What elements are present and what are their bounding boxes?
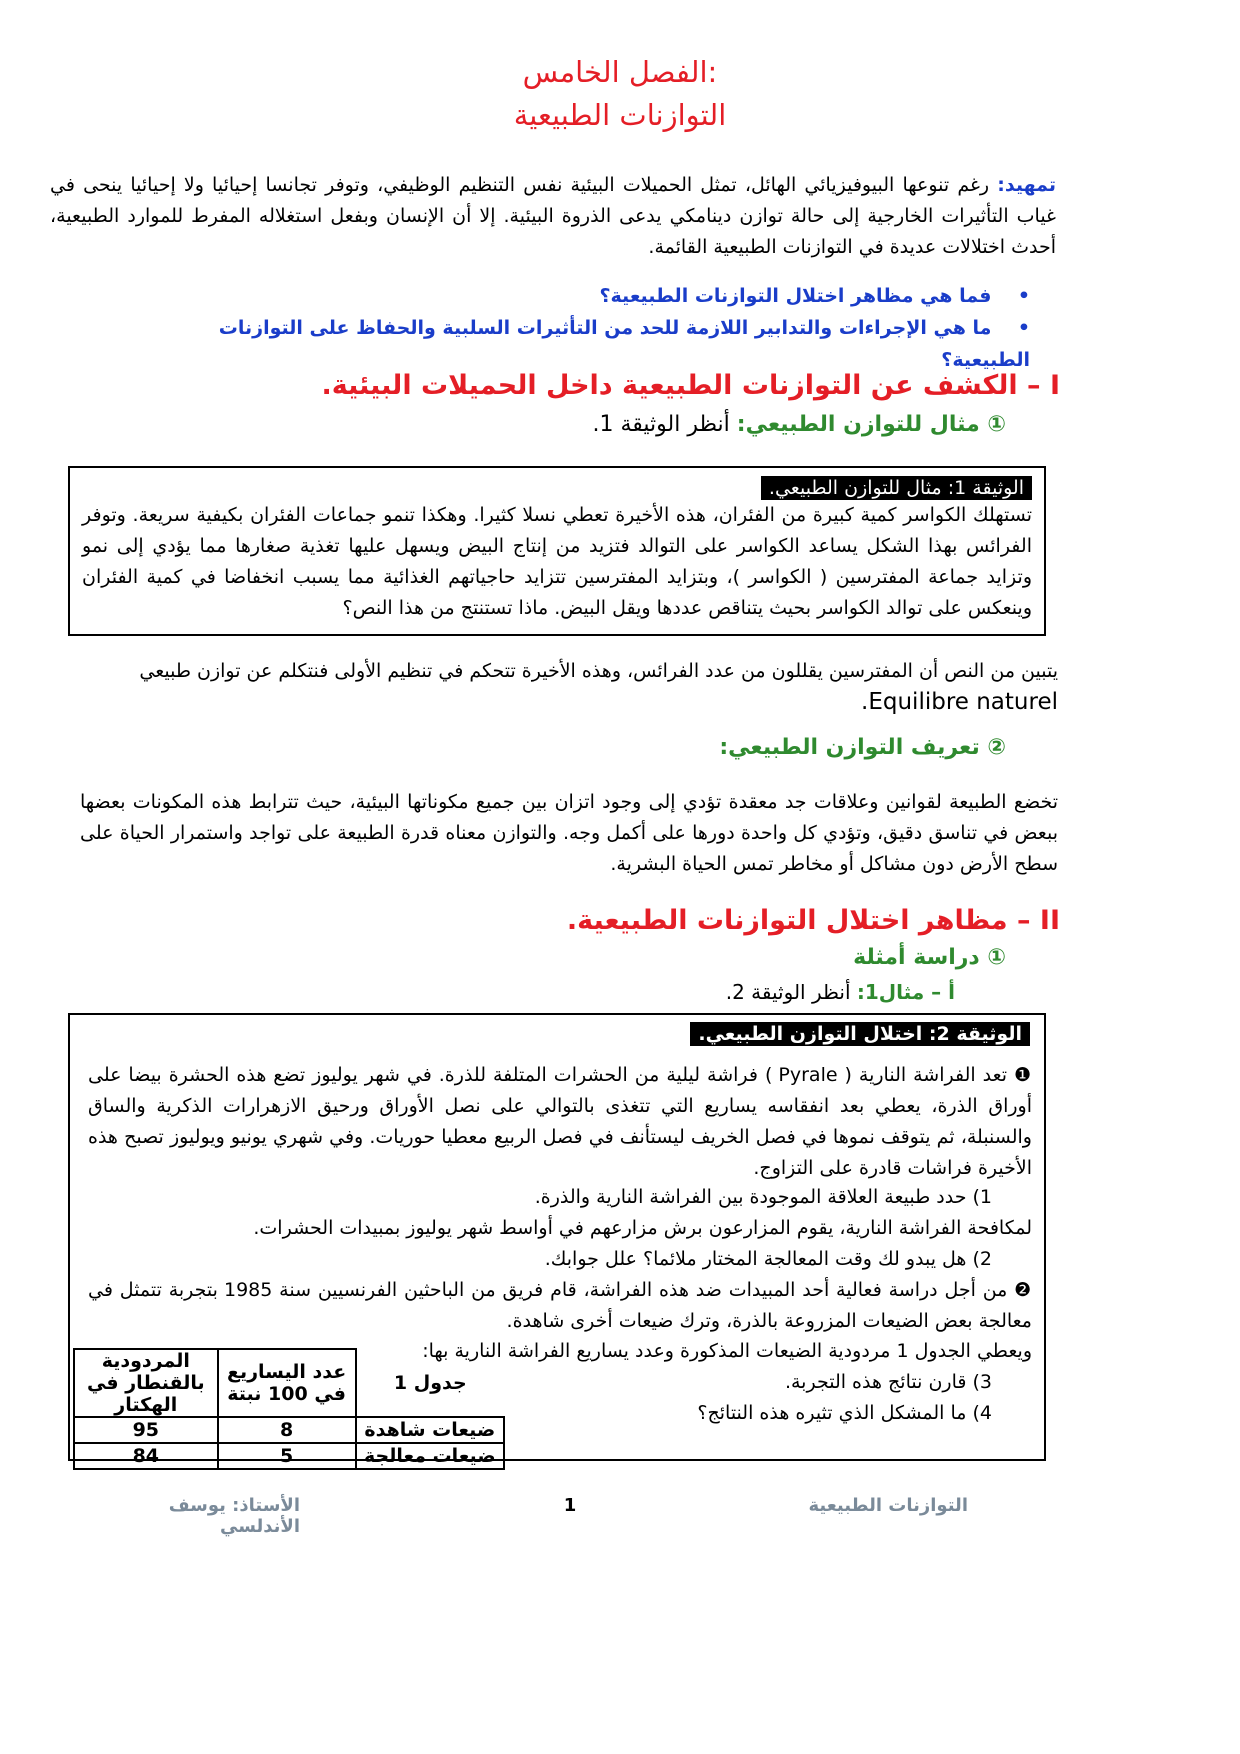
document-2-header	[80, 1022, 1030, 1046]
table-row	[74, 1443, 504, 1469]
section-2-heading: II – مظاهر اختلال التوازنات الطبيعية.	[566, 905, 1060, 936]
cell-yield: 95	[74, 1417, 218, 1443]
example-label: أ – مثال1:	[856, 980, 955, 1004]
question-1: 1) حدد طبيعة العلاقة الموجودة بين الفراشة النارية والذرة.	[534, 1186, 992, 1208]
row-label: ضيعات معالجة	[356, 1443, 504, 1469]
sub1-label: ① مثال للتوازن الطبيعي:	[736, 412, 1006, 437]
col-header-larvae: عدد اليساريع في 100 نبتة	[218, 1349, 356, 1417]
answer-text: يتبين من النص أن المفترسين يقللون من عدد الفرائس، وهذه الأخيرة تتحكم في تنظيم الأولى فنتكلم عن توازن طبيعي	[139, 660, 1058, 682]
question-item: • فما هي مظاهر اختلال التوازنات الطبيعية؟	[599, 285, 1030, 307]
definition-paragraph: تخضع الطبيعة لقوانين وعلاقات جد معقدة تؤدي إلى وجود اتزان بين جميع مكوناتها البيئية، حيث تترابط هذه المكونات بعضها ببعض في تناسق دقيق، وتؤدي كل واحدة دورها على أكمل وجه. والتوازن معناه قدرة الطبيعة على تواجد واستمرار الحياة على سطح الأرض دون مشاكل أو مخاطر تمس الحياة البشرية.	[80, 791, 1058, 875]
intro-questions	[150, 280, 1030, 376]
table-row	[74, 1417, 504, 1443]
page-title: التوازنات الطبيعية	[513, 98, 727, 132]
question-2: 2) هل يبدو لك وقت المعالجة المختار ملائما؟ علل جوابك.	[544, 1248, 992, 1270]
page-number: 1	[563, 1495, 577, 1516]
chapter-label: الفصل الخامس:	[522, 55, 718, 89]
section-2-sub1: ① دراسة أمثلة	[853, 945, 1006, 970]
document-1-answer	[95, 656, 1058, 718]
document-1-text: تستهلك الكواسر كمية كبيرة من الفئران، هذه الأخيرة تعطي نسلا كثيرا. وهكذا تنمو جماعات الفئران بكيفية سريعة. وتوفر الفرائس بهذا الشكل يساعد الكواسر على التوالد فتزيد من إنتاج البيض ويسهل عليها تغذية صغارها مما يؤدي إلى نمو وتزايد جماعة المفترسين ( الكواسر )، وبتزايد المفترسين تتزايد حاجياتهم الغذائية مما يسبب انخفاضا في كمية الفئران وينعكس على توالد الكواسر بحيث يتناقص عددها ويقل البيض. ماذا تستنتج من هذا النص؟	[82, 504, 1032, 619]
intro-text: رغم تنوعها البيوفيزيائي الهائل، تمثل الحميلات البيئية نفس التنظيم الوظيفي، وتوفر تجانسا إحيائيا ولا إحيائيا ينحى في غياب التأثيرات الخارجية إلى حالة توازن دينامكي يدعى الذروة البيئية. إلا أن الإنسان وبفعل استغلاله المفرط للموارد الطبيعية، أحدث اختلالات عديدة في التوازنات الطبيعية القائمة.	[50, 174, 1056, 258]
intro-label: تمهيد:	[997, 174, 1056, 196]
cell-yield: 84	[74, 1443, 218, 1469]
section-1-heading: I – الكشف عن التوازنات الطبيعية داخل الحميلات البيئية.	[321, 370, 1060, 401]
sub1-ref: أنظر الوثيقة 1.	[592, 412, 730, 437]
question-item: • ما هي الإجراءات والتدابير اللازمة للحد من التأثيرات السلبية والحفاظ على التوازنات الطبيعية؟	[218, 317, 1030, 371]
col-header-yield: المردودية بالقنطار في الهكتار	[74, 1349, 218, 1417]
document-2-p4: ويعطي الجدول 1 مردودية الضيعات المذكورة وعدد يساريع الفراشة النارية بها:	[422, 1340, 1032, 1362]
answer-term: Equilibre naturel.	[861, 689, 1058, 715]
document-2-p2: لمكافحة الفراشة النارية، يقوم المزارعون برش مزارعهم في أواسط شهر يوليوز بمبيدات الحشرات.	[253, 1217, 1032, 1239]
cell-larvae: 5	[218, 1443, 356, 1469]
table-caption: جدول 1	[393, 1371, 467, 1394]
example-1	[300, 980, 955, 1004]
cell-larvae: 8	[218, 1417, 356, 1443]
section-1-sub1	[300, 412, 1006, 437]
section-1-sub2: ② تعريف التوازن الطبيعي:	[719, 735, 1006, 760]
intro-paragraph	[50, 170, 1056, 263]
document-2-body	[88, 1182, 1032, 1337]
document-1-box	[68, 466, 1046, 636]
document-1-tag: الوثيقة 1: مثال للتوازن الطبيعي.	[761, 476, 1032, 500]
footer-author: الأستاذ: يوسف الأندلسي	[168, 1495, 300, 1537]
document-2-p1: ❶ تعد الفراشة النارية ( Pyrale ) فراشة ليلية من الحشرات المتلفة للذرة. في شهر يوليوز تضع هذه الحشرة بيضا على أوراق الذرة، يعطي بعد انفقاسه يساريع التي تتغذى بالتوالي على نصل الأوراق ورحيق الازهرارات الذكرية والساق والسنبلة، ثم يتوقف نموها في فصل الخريف ليستأنف في فصل الربيع معطيا حوريات. وفي شهري يونيو ويوليوز تصبح هذه الأخيرة فراشات قادرة على التزاوج.	[88, 1064, 1033, 1179]
data-table	[73, 1348, 505, 1470]
document-2-tag: الوثيقة 2: اختلال التوازن الطبيعي.	[690, 1022, 1030, 1046]
question-4: 4) ما المشكل الذي تثيره هذه النتائج؟	[697, 1402, 992, 1424]
document-2-p3: ❷ من أجل دراسة فعالية أحد المبيدات ضد هذه الفراشة، قام فريق من الباحثين الفرنسيين سنة 1985 بتجربة تتمثل في معالجة بعض الضيعات المزروعة بالذرة، وترك ضيعات أخرى شاهدة.	[88, 1279, 1032, 1332]
footer-chapter: التوازنات الطبيعية	[808, 1495, 968, 1516]
row-label: ضيعات شاهدة	[356, 1417, 504, 1443]
question-3: 3) قارن نتائج هذه التجربة.	[784, 1371, 992, 1393]
example-ref: أنظر الوثيقة 2.	[725, 980, 851, 1004]
